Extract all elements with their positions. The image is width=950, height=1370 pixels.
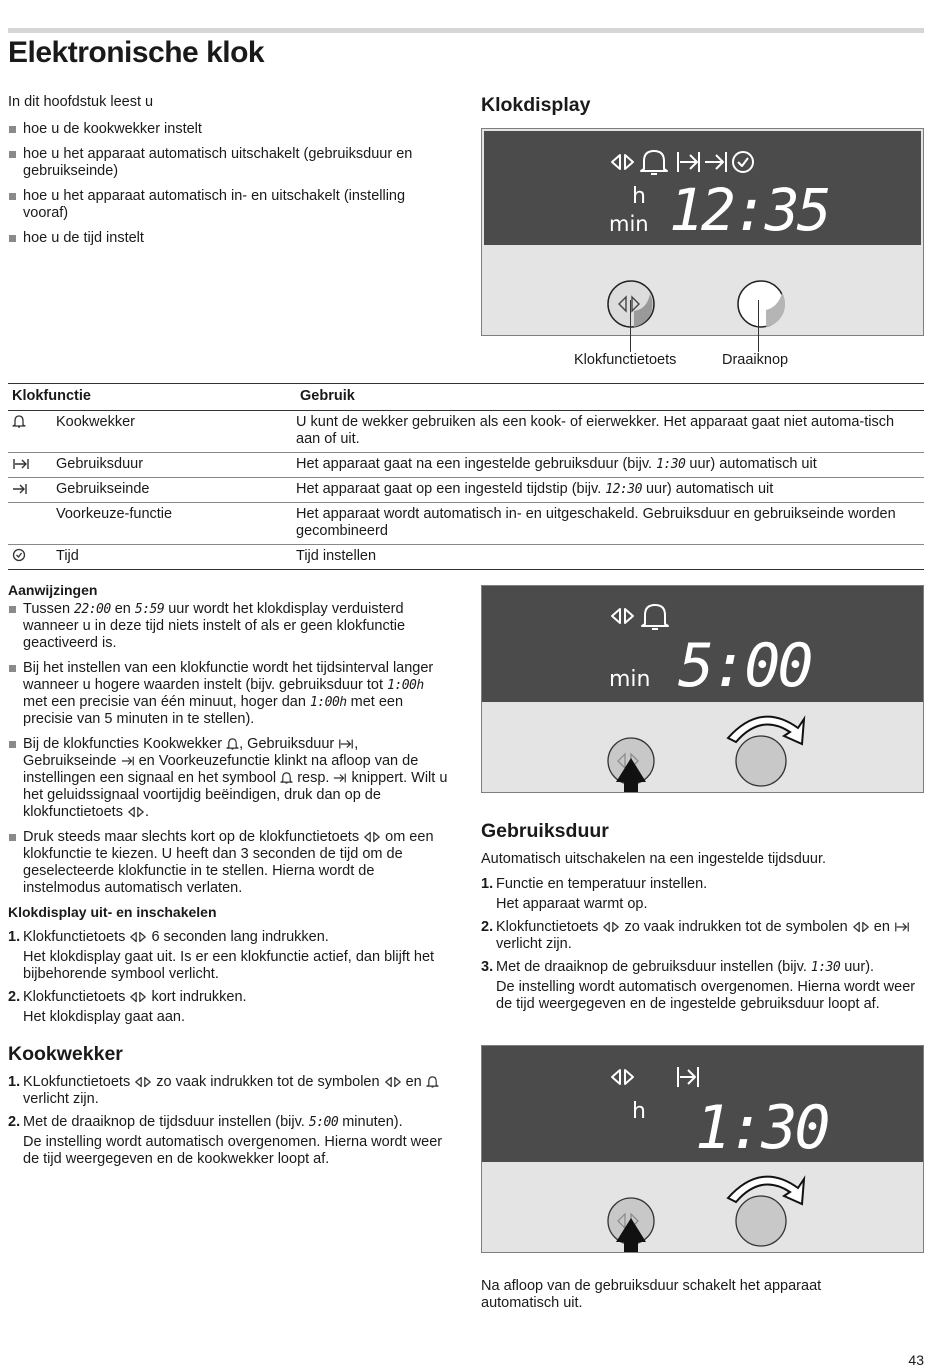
table-header-gebruik: Gebruik xyxy=(296,384,924,411)
kookwekker-heading: Kookwekker xyxy=(8,1043,123,1065)
duration-icon xyxy=(12,458,30,470)
function-symbol-icon xyxy=(602,921,620,933)
klokdisplay-panel xyxy=(481,128,924,336)
table-cell-name: Gebruikseinde xyxy=(56,478,296,503)
function-symbol-icon xyxy=(129,991,147,1003)
list-item: hoe u het apparaat automatisch uitschakelt (gebruiksduur en gebruikseinde) xyxy=(8,146,453,180)
page-number: 43 xyxy=(908,1352,924,1368)
gebruiksduur-heading: Gebruiksduur xyxy=(481,820,609,842)
step-item: 1. KLokfunctietoets zo vaak indrukken tot de symbolen en verlicht zijn. xyxy=(8,1074,450,1108)
table-cell-use: U kunt de wekker gebruiken als een kook- of eierwekker. Het apparaat gaat niet automa-tisch aan of uit. xyxy=(296,411,924,453)
aanwijzingen-list xyxy=(8,601,450,905)
unit-min: min xyxy=(609,667,651,692)
clock-function-button[interactable] xyxy=(608,1198,654,1244)
function-symbol-icon xyxy=(384,1076,402,1088)
display-panel-kookwekker xyxy=(481,585,924,793)
intro-list xyxy=(8,121,453,255)
clock-icon xyxy=(12,548,26,562)
table-cell-use: Het apparaat gaat na een ingestelde gebruiksduur (bijv. 1:30 uur) automatisch uit xyxy=(296,453,924,478)
table-row xyxy=(8,503,924,545)
display-time: 5:00 xyxy=(678,631,811,701)
callout-line xyxy=(758,300,759,352)
display-panel-gebruiksduur xyxy=(481,1045,924,1253)
unit-min: min xyxy=(609,212,649,236)
table-cell-name: Tijd xyxy=(56,545,296,570)
step-item: 1. Functie en temperatuur instellen. Het apparaat warmt op. xyxy=(481,876,708,912)
step-item: 3. Met de draaiknop de gebruiksduur instellen (bijv. 1:30 uur). De instelling wordt automatisch overgenomen. Hierna wordt weer de tijd weergegeven en de ingestelde gebruiksduur loopt af. xyxy=(481,959,916,1012)
list-item: Bij de klokfuncties Kookwekker , Gebruiksduur , Gebruikseinde en Voorkeuzefunctie klinkt na afloop van de instellingen een signaal en het symbool resp. knippert. Wilt u het geluidssignaal voortijdig beëindigen, druk dan op de klokfunctietoets . xyxy=(8,736,450,821)
clock-function-button[interactable] xyxy=(608,738,654,784)
display-time: 1:30 xyxy=(695,1093,828,1162)
rotary-knob[interactable] xyxy=(736,736,786,786)
table-cell-name: Kookwekker xyxy=(56,411,296,453)
klokdisplay-heading: Klokdisplay xyxy=(481,94,591,116)
function-symbol-icon xyxy=(852,921,870,933)
rotary-knob[interactable] xyxy=(738,281,784,327)
function-symbol-icon xyxy=(127,806,145,818)
table-cell-name: Voorkeuze-functie xyxy=(56,503,296,545)
end-time-icon xyxy=(12,483,28,495)
top-rule xyxy=(8,28,924,33)
unit-h: h xyxy=(632,184,646,209)
list-item: hoe u de kookwekker instelt xyxy=(8,121,453,138)
table-cell-use: Tijd instellen xyxy=(296,545,924,570)
table-header-klokfunctie: Klokfunctie xyxy=(8,384,296,411)
label-klokfunctietoets: Klokfunctietoets xyxy=(574,352,677,368)
page-title: Elektronische klok xyxy=(8,36,265,69)
controls xyxy=(482,129,924,336)
end-time-icon xyxy=(121,755,135,767)
display-time: 12:35 xyxy=(669,176,829,244)
table-cell-use: Het apparaat wordt automatisch in- en uitgeschakeld. Gebruiksduur en gebruikseinde worden gecombineerd xyxy=(296,503,924,545)
clock-function-button[interactable] xyxy=(608,281,654,327)
list-item: hoe u de tijd instelt xyxy=(8,230,453,247)
list-item: Tussen 22:00 en 5:59 uur wordt het klokdisplay verduisterd wanneer u in deze tijd niets instelt of als er geen klokfunctie geactiveerd is. xyxy=(8,601,450,652)
step-item: 2. Klokfunctietoets zo vaak indrukken tot de symbolen en verlicht zijn. xyxy=(481,919,924,953)
duration-icon xyxy=(338,738,354,750)
gebruiksduur-lead: Automatisch uitschakelen na een ingestelde tijdsduur. xyxy=(481,851,826,867)
table-cell-name: Gebruiksduur xyxy=(56,453,296,478)
list-item: Bij het instellen van een klokfunctie wordt het tijdsinterval langer wanneer u hogere waarden instelt (bijv. gebruiksduur tot 1:00h met een precisie van één minuut, hoger dan 1:00h met een precisie van 5 minuten in te stellen). xyxy=(8,660,450,728)
table-row xyxy=(8,478,924,503)
segment-value: 12:30 xyxy=(605,482,642,497)
function-symbol-icon xyxy=(134,1076,152,1088)
rotary-knob[interactable] xyxy=(736,1196,786,1246)
bell-icon xyxy=(426,1075,439,1088)
duration-icon xyxy=(894,921,910,933)
step-item: 2. Met de draaiknop de tijdsduur instellen (bijv. 5:00 minuten). De instelling wordt automatisch overgenomen. Hierna wordt weer de tijd weergegeven en de kookwekker loopt af. xyxy=(8,1114,443,1167)
function-symbol-icon xyxy=(363,831,381,843)
uit-in-heading: Klokdisplay uit- en inschakelen xyxy=(8,904,217,920)
list-item: Druk steeds maar slechts kort op de klokfunctietoets om een klokfunctie te kiezen. U heeft dan 3 seconden de tijd om de geselecteerde klokfunctie in te stellen. Hierna wordt de instelmodus automatisch verlaten. xyxy=(8,829,450,897)
gebruiksduur-outro: Na afloop van de gebruiksduur schakelt het apparaat automatisch uit. xyxy=(481,1278,822,1311)
table-row xyxy=(8,453,924,478)
list-item: hoe u het apparaat automatisch in- en uitschakelt (instelling vooraf) xyxy=(8,188,453,222)
end-time-icon xyxy=(333,772,347,784)
step-item: 1. Klokfunctietoets 6 seconden lang indrukken. Het klokdisplay gaat uit. Is er een klokfunctie actief, dan blijft het bijbehorende symbool verlicht. xyxy=(8,929,435,982)
bell-icon xyxy=(12,414,26,428)
table-row xyxy=(8,411,924,453)
segment-value: 1:30 xyxy=(656,457,686,472)
table-row xyxy=(8,545,924,570)
uit-in-steps xyxy=(8,929,450,1032)
kookwekker-steps xyxy=(8,1074,450,1174)
aanwijzingen-heading: Aanwijzingen xyxy=(8,582,98,598)
table-cell-use: Het apparaat gaat op een ingesteld tijdstip (bijv. 12:30 uur) automatisch uit xyxy=(296,478,924,503)
unit-h: h xyxy=(632,1099,646,1124)
bell-icon xyxy=(280,771,293,784)
step-item: 2. Klokfunctietoets kort indrukken. Het klokdisplay gaat aan. xyxy=(8,989,247,1025)
gebruiksduur-steps xyxy=(481,876,924,1019)
callout-line xyxy=(630,300,631,352)
bell-icon xyxy=(226,737,239,750)
label-draaiknop: Draaiknop xyxy=(722,352,789,368)
klokfunctie-table xyxy=(8,383,924,570)
function-symbol-icon xyxy=(129,931,147,943)
intro-lead: In dit hoofdstuk leest u xyxy=(8,94,154,110)
